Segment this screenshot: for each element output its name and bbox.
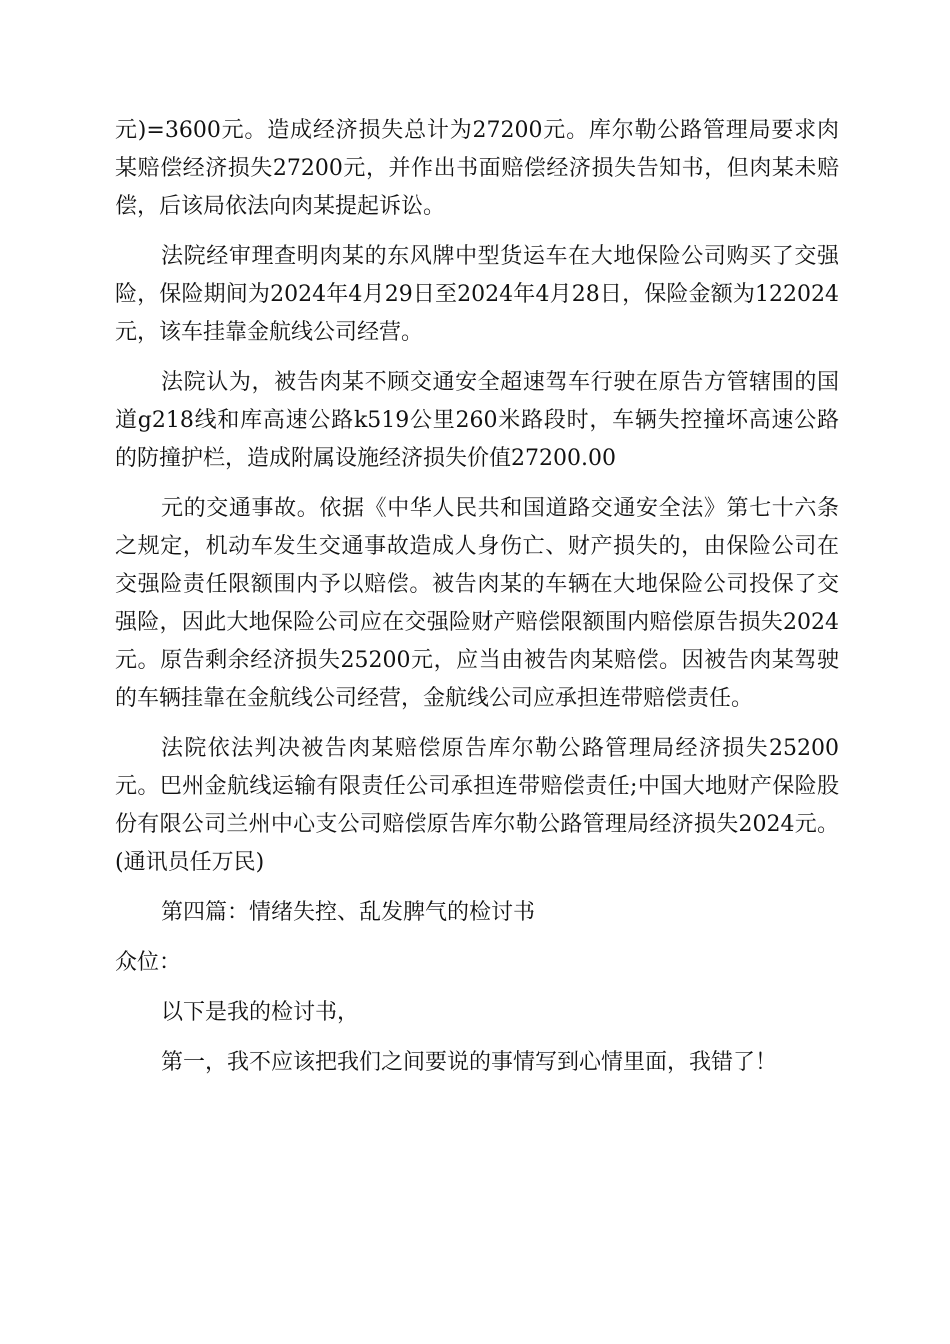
paragraph-court-opinion: 法院认为，被告肉某不顾交通安全超速驾车行驶在原告方管辖围的国道g218线和库高速公路k519公里260米路段时，车辆失控撞坏高速公路的防撞护栏，造成附属设施经济损失价值27200.00 [115, 370, 839, 471]
paragraph-court-findings: 法院经审理查明肉某的东风牌中型货运车在大地保险公司购买了交强险，保险期间为2024年4月29日至2024年4月28日，保险金额为122024元，该车挂靠金航线公司经营。 [115, 244, 839, 345]
document-page [115, 112, 839, 1082]
section-heading: 第四篇：情绪失控、乱发脾气的检讨书 [161, 900, 536, 925]
paragraph-legal-basis: 元的交通事故。依据《中华人民共和国道路交通安全法》第七十六条之规定，机动车发生交通事故造成人身伤亡、财产损失的，由保险公司在交强险责任限额围内予以赔偿。被告肉某的车辆在大地保险公司投保了交强险，因此大地保险公司应在交强险财产赔偿限额围内赔偿原告损失2024元。原告剩余经济损失25200元，应当由被告肉某赔偿。因被告肉某驾驶的车辆挂靠在金航线公司经营，金航线公司应承担连带赔偿责任。 [115, 496, 839, 711]
paragraph-judgment: 法院依法判决被告肉某赔偿原告库尔勒公路管理局经济损失25200元。巴州金航线运输有限责任公司承担连带赔偿责任;中国大地财产保险股份有限公司兰州中心支公司赔偿原告库尔勒公路管理局经济损失2024元。(通讯员任万民) [115, 736, 839, 875]
paragraph-intro: 以下是我的检讨书， [161, 1000, 360, 1025]
paragraph-point-one: 第一，我不应该把我们之间要说的事情写到心情里面，我错了！ [161, 1050, 778, 1075]
paragraph-loss-total: 元)=3600元。造成经济损失总计为27200元。库尔勒公路管理局要求肉某赔偿经济损失27200元，并作出书面赔偿经济损失告知书，但肉某未赔偿，后该局依法向肉某提起诉讼。 [115, 118, 839, 219]
salutation: 众位： [115, 950, 182, 975]
